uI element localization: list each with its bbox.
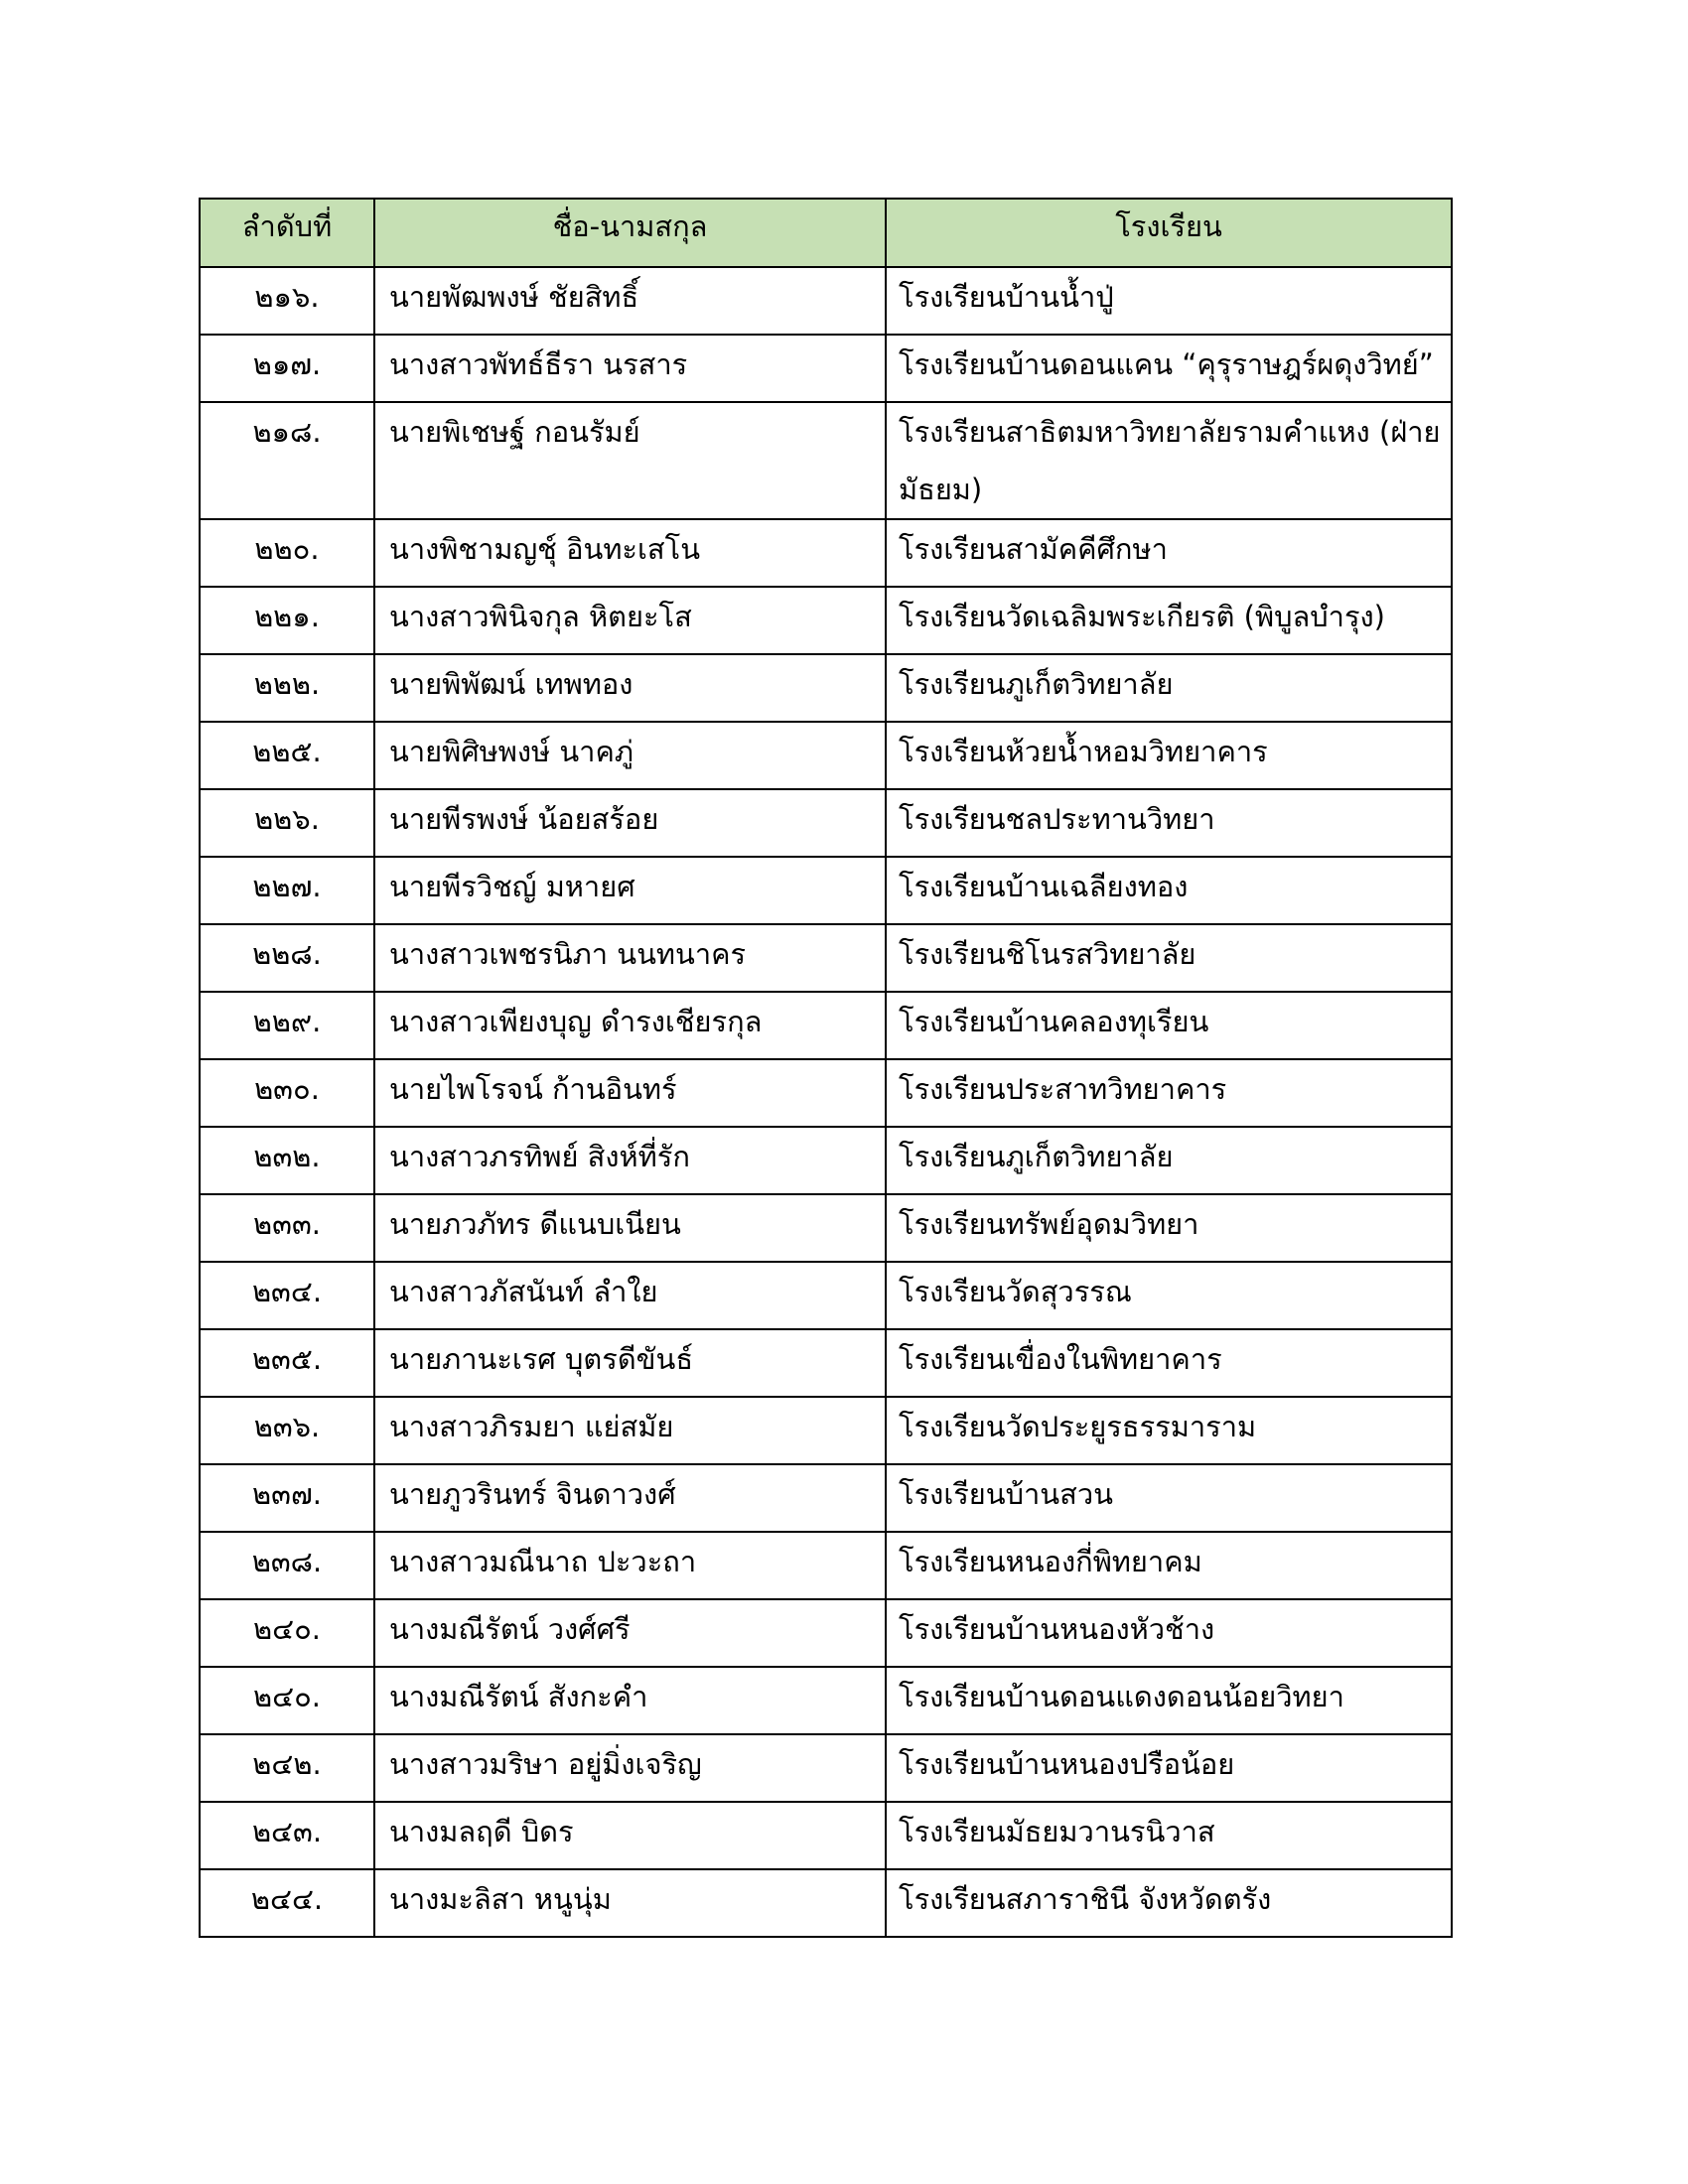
row-number: ๒๒๑. xyxy=(200,587,374,654)
row-school: โรงเรียนบ้านเฉลียงทอง xyxy=(886,857,1452,924)
row-school: โรงเรียนบ้านสวน xyxy=(886,1464,1452,1532)
row-name: นางสาวพัทธ์ธีรา นรสาร xyxy=(374,335,886,402)
row-name: นางสาวเพียงบุญ ดำรงเชียรกุล xyxy=(374,992,886,1059)
row-school: โรงเรียนบ้านหนองปรือน้อย xyxy=(886,1734,1452,1802)
row-school: โรงเรียนมัธยมวานรนิวาส xyxy=(886,1802,1452,1869)
row-number: ๒๓๘. xyxy=(200,1532,374,1599)
row-name: นางมลฤดี บิดร xyxy=(374,1802,886,1869)
row-school: โรงเรียนบ้านดอนแดงดอนน้อยวิทยา xyxy=(886,1667,1452,1734)
row-name: นายไพโรจน์ ก้านอินทร์ xyxy=(374,1059,886,1127)
row-school: โรงเรียนสามัคคีศึกษา xyxy=(886,519,1452,587)
row-school: โรงเรียนทรัพย์อุดมวิทยา xyxy=(886,1194,1452,1262)
row-name: นายพิเชษฐ์ กอนรัมย์ xyxy=(374,402,886,519)
row-name: นางมะลิสา หนูนุ่ม xyxy=(374,1869,886,1937)
row-number: ๒๒๖. xyxy=(200,789,374,857)
row-number: ๒๓๓. xyxy=(200,1194,374,1262)
row-number: ๒๒๐. xyxy=(200,519,374,587)
row-name: นายภานะเรศ บุตรดีขันธ์ xyxy=(374,1329,886,1397)
row-number: ๒๒๙. xyxy=(200,992,374,1059)
row-name: นางสาวภัสนันท์ ลำใย xyxy=(374,1262,886,1329)
row-school: โรงเรียนบ้านคลองทุเรียน xyxy=(886,992,1452,1059)
row-school: โรงเรียนวัดสุวรรณ xyxy=(886,1262,1452,1329)
row-school: โรงเรียนสภาราชินี จังหวัดตรัง xyxy=(886,1869,1452,1937)
row-name: นายภวภัทร ดีแนบเนียน xyxy=(374,1194,886,1262)
row-number: ๒๑๖. xyxy=(200,267,374,335)
row-school: โรงเรียนวัดเฉลิมพระเกียรติ (พิบูลบำรุง) xyxy=(886,587,1452,654)
row-number: ๒๒๒. xyxy=(200,654,374,722)
row-school: โรงเรียนบ้านน้ำปู่ xyxy=(886,267,1452,335)
header-name: ชื่อ-นามสกุล xyxy=(374,199,886,267)
row-number: ๒๔๒. xyxy=(200,1734,374,1802)
row-number: ๒๓๖. xyxy=(200,1397,374,1464)
row-school: โรงเรียนบ้านหนองหัวช้าง xyxy=(886,1599,1452,1667)
table-body xyxy=(200,267,1452,1937)
row-number: ๒๓๒. xyxy=(200,1127,374,1194)
row-number: ๒๒๕. xyxy=(200,722,374,789)
row-number: ๒๑๘. xyxy=(200,402,374,519)
row-school: โรงเรียนหนองกี่พิทยาคม xyxy=(886,1532,1452,1599)
row-name: นางสาวเพชรนิภา นนทนาคร xyxy=(374,924,886,992)
participant-table xyxy=(199,198,1453,1938)
row-number: ๒๔๐. xyxy=(200,1667,374,1734)
row-name: นางมณีรัตน์ วงศ์ศรี xyxy=(374,1599,886,1667)
row-school: โรงเรียนชลประทานวิทยา xyxy=(886,789,1452,857)
row-school: โรงเรียนเขื่องในพิทยาคาร xyxy=(886,1329,1452,1397)
row-school: โรงเรียนวัดประยูรธรรมาราม xyxy=(886,1397,1452,1464)
row-school: โรงเรียนภูเก็ตวิทยาลัย xyxy=(886,1127,1452,1194)
header-school: โรงเรียน xyxy=(886,199,1452,267)
row-name: นางพิชามญชุ์ อินทะเสโน xyxy=(374,519,886,587)
row-name: นางสาวภรทิพย์ สิงห์ที่รัก xyxy=(374,1127,886,1194)
row-number: ๒๓๔. xyxy=(200,1262,374,1329)
row-number: ๒๔๐. xyxy=(200,1599,374,1667)
row-school: โรงเรียนประสาทวิทยาคาร xyxy=(886,1059,1452,1127)
row-name: นายพีรวิชญ์ มหายศ xyxy=(374,857,886,924)
row-name: นางสาวมณีนาถ ปะวะถา xyxy=(374,1532,886,1599)
row-number: ๒๓๐. xyxy=(200,1059,374,1127)
row-school: โรงเรียนห้วยน้ำหอมวิทยาคาร xyxy=(886,722,1452,789)
row-number: ๒๒๗. xyxy=(200,857,374,924)
row-school: โรงเรียนชิโนรสวิทยาลัย xyxy=(886,924,1452,992)
row-number: ๒๒๘. xyxy=(200,924,374,992)
row-school: โรงเรียนบ้านดอนแคน “คุรุราษฎร์ผดุงวิทย์” xyxy=(886,335,1452,402)
row-name: นายพิศิษพงษ์ นาคภู่ xyxy=(374,722,886,789)
row-name: นายพัฒพงษ์ ชัยสิทธิ์ xyxy=(374,267,886,335)
row-number: ๒๔๔. xyxy=(200,1869,374,1937)
row-number: ๒๓๗. xyxy=(200,1464,374,1532)
row-school: โรงเรียนสาธิตมหาวิทยาลัยรามคำแหง (ฝ่ายมัธยม) xyxy=(886,402,1452,519)
header-number: ลำดับที่ xyxy=(200,199,374,267)
row-school: โรงเรียนภูเก็ตวิทยาลัย xyxy=(886,654,1452,722)
row-name: นายพีรพงษ์ น้อยสร้อย xyxy=(374,789,886,857)
table-header-row xyxy=(200,199,1452,267)
row-name: นางสาวภิรมยา แย่สมัย xyxy=(374,1397,886,1464)
row-name: นายพิพัฒน์ เทพทอง xyxy=(374,654,886,722)
row-name: นางสาวพินิจกุล หิตยะโส xyxy=(374,587,886,654)
row-number: ๒๓๕. xyxy=(200,1329,374,1397)
row-number: ๒๔๓. xyxy=(200,1802,374,1869)
row-name: นางสาวมริษา อยู่มิ่งเจริญ xyxy=(374,1734,886,1802)
row-number: ๒๑๗. xyxy=(200,335,374,402)
row-name: นางมณีรัตน์ สังกะคำ xyxy=(374,1667,886,1734)
row-name: นายภูวรินทร์ จินดาวงศ์ xyxy=(374,1464,886,1532)
